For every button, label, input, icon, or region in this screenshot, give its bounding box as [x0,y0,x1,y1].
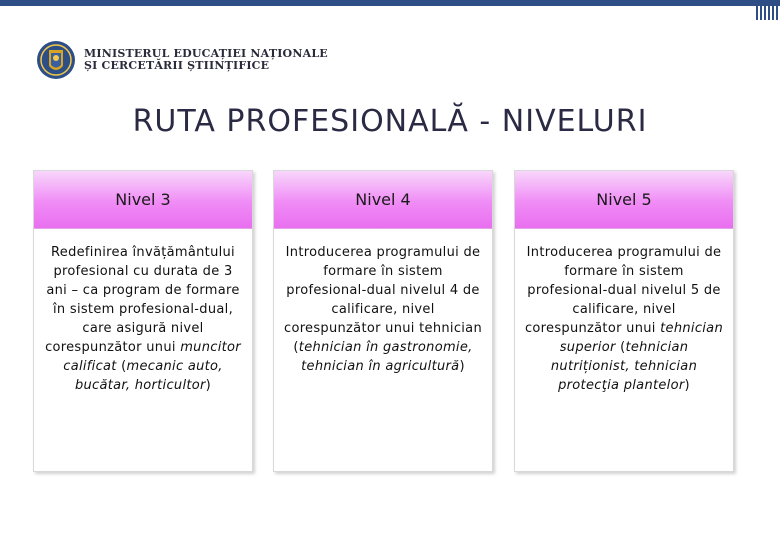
paren-close: ) [205,378,212,393]
paren-open: ( [620,340,626,355]
level-card-body [274,229,492,376]
level-qualification: muncitor calificat [63,340,241,374]
level-examples: mecanic auto, bucătar, horticultor [74,359,223,393]
level-card-heading: Nivel 5 [515,171,733,229]
level-card-body [34,229,252,395]
top-accent-bar [0,0,780,6]
level-description: Introducerea programului de formare în sistem profesional-dual nivelul 4 de calificare, nivel corespunzător unui tehnician [284,245,482,336]
level-description: Redefinirea învățământului profesional cu durata de 3 ani – ca program de formare în sistem profesional-dual, care asigură nivel corespunzător unui [45,245,240,355]
level-card-heading: Nivel 4 [274,171,492,229]
level-card-3 [33,170,253,472]
level-qualification: tehnician superior [559,321,723,355]
coat-of-arms-icon [36,36,76,84]
ministry-logo [36,36,328,84]
top-stripe-decoration [756,6,780,20]
level-card-5 [514,170,734,472]
paren-open: ( [121,359,127,374]
paren-open: ( [293,340,299,355]
paren-close: ) [459,359,465,374]
level-card-4 [273,170,493,472]
page-title: RUTA PROFESIONALĂ - NIVELURI [132,104,648,139]
level-examples: tehnician nutriționist, tehnician protecţia plantelor [550,340,698,393]
paren-close: ) [684,378,690,393]
level-card-heading: Nivel 3 [34,171,252,229]
level-description: Introducerea programului de formare în sistem profesional-dual nivelul 5 de calificare, nivel corespunzător unui [524,245,722,336]
level-card-body [515,229,733,395]
ministry-name-line1: MINISTERUL EDUCAȚIEI NAȚIONALE [84,47,328,60]
level-examples: tehnician în gastronomie, tehnician în agricultură [298,340,473,374]
ministry-name-line2: ȘI CERCETĂRII ȘTIINȚIFICE [84,59,270,72]
